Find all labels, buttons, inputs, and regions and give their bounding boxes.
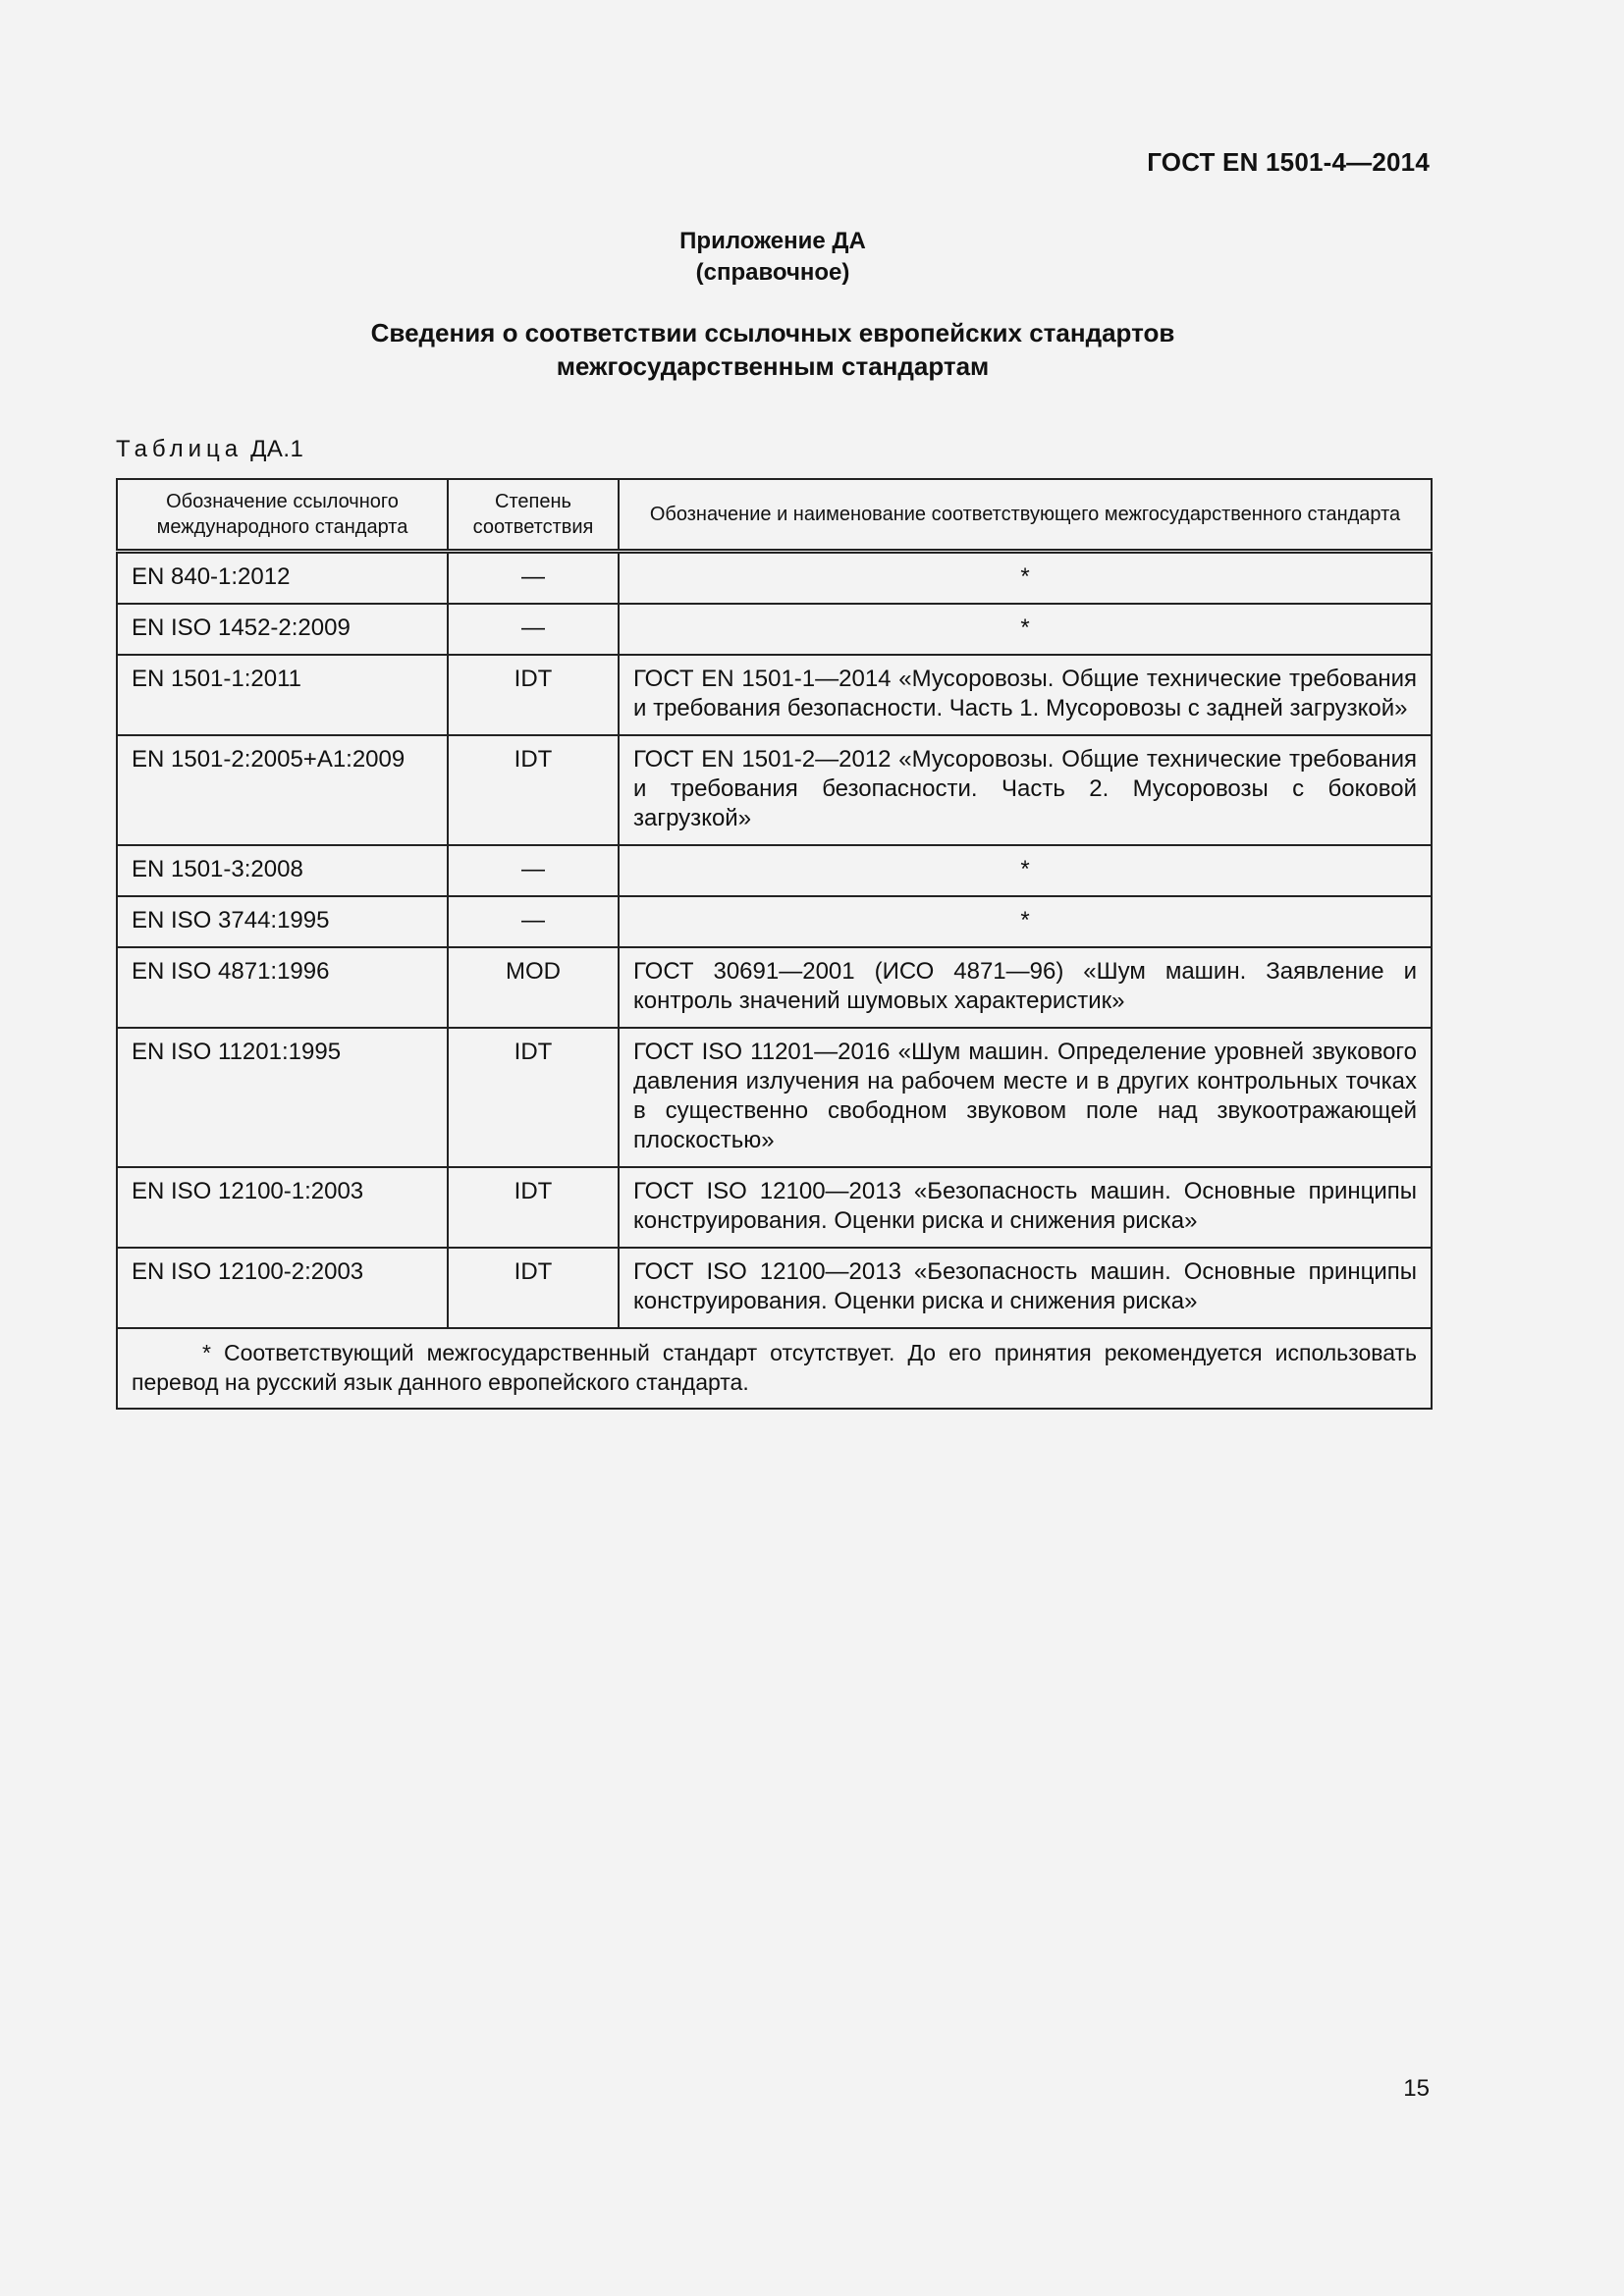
cell-grade: — <box>448 896 619 947</box>
section-title-line-2: межгосударственным стандартам <box>556 351 990 381</box>
cell-reference: EN ISO 12100-2:2003 <box>117 1248 448 1328</box>
table-row <box>117 1248 1432 1328</box>
page-number: 15 <box>1403 2075 1430 2102</box>
document-code: ГОСТ EN 1501-4—2014 <box>1147 147 1430 177</box>
cell-reference: EN 840-1:2012 <box>117 552 448 605</box>
cell-reference: EN ISO 4871:1996 <box>117 947 448 1028</box>
header-correspondence-degree: Степень соответствия <box>448 479 619 552</box>
cell-grade: — <box>448 552 619 605</box>
table-row <box>117 947 1432 1028</box>
cell-description: ГОСТ ISO 12100—2013 «Безопасность машин. Основные принципы конструирования. Оценки риска и снижения риска» <box>619 1248 1432 1328</box>
table-caption-label: Таблица <box>116 436 244 462</box>
cell-grade: — <box>448 604 619 655</box>
cell-description: * <box>619 845 1432 896</box>
cell-grade: IDT <box>448 735 619 845</box>
cell-description: ГОСТ ISO 12100—2013 «Безопасность машин. Основные принципы конструирования. Оценки риска и снижения риска» <box>619 1167 1432 1248</box>
cell-grade: — <box>448 845 619 896</box>
cell-description: ГОСТ EN 1501-2—2012 «Мусоровозы. Общие технические требования и требования безопасности. Часть 2. Мусоровозы с боковой загрузкой» <box>619 735 1432 845</box>
cell-description: ГОСТ ISO 11201—2016 «Шум машин. Определение уровней звукового давления излучения на рабочем месте и в других контрольных точках в существенно свободном звуковом поле над звукоотражающей плоскостью» <box>619 1028 1432 1167</box>
table-row <box>117 604 1432 655</box>
cell-reference: EN 1501-3:2008 <box>117 845 448 896</box>
cell-reference: EN ISO 11201:1995 <box>117 1028 448 1167</box>
correspondence-table <box>116 478 1433 1410</box>
section-title <box>0 316 1545 383</box>
annex-heading <box>0 226 1545 289</box>
table-row <box>117 655 1432 735</box>
cell-description: * <box>619 604 1432 655</box>
cell-grade: IDT <box>448 1028 619 1167</box>
cell-reference: EN ISO 1452-2:2009 <box>117 604 448 655</box>
table-row <box>117 1167 1432 1248</box>
cell-grade: IDT <box>448 1167 619 1248</box>
table-footnote-row <box>117 1328 1432 1409</box>
cell-grade: IDT <box>448 1248 619 1328</box>
cell-reference: EN ISO 3744:1995 <box>117 896 448 947</box>
cell-grade: MOD <box>448 947 619 1028</box>
table-caption <box>116 436 303 463</box>
table-row <box>117 845 1432 896</box>
annex-subtitle: (справочное) <box>695 259 850 286</box>
table-row <box>117 552 1432 605</box>
table-row <box>117 896 1432 947</box>
cell-description: ГОСТ 30691—2001 (ИСО 4871—96) «Шум машин. Заявление и контроль значений шумовых характеристик» <box>619 947 1432 1028</box>
cell-reference: EN 1501-2:2005+A1:2009 <box>117 735 448 845</box>
table-footnote: * Соответствующий межгосударственный стандарт отсутствует. До его принятия рекомендуется использовать перевод на русский язык данного европейского стандарта. <box>117 1328 1432 1409</box>
header-reference-standard: Обозначение ссылочного международного стандарта <box>117 479 448 552</box>
annex-title: Приложение ДА <box>679 228 866 254</box>
header-interstate-standard: Обозначение и наименование соответствующего межгосударственного стандарта <box>619 479 1432 552</box>
cell-reference: EN 1501-1:2011 <box>117 655 448 735</box>
section-title-line-1: Сведения о соответствии ссылочных европейских стандартов <box>370 318 1175 347</box>
table-header-row <box>117 479 1432 552</box>
table-caption-number: ДА.1 <box>250 436 304 462</box>
cell-grade: IDT <box>448 655 619 735</box>
cell-reference: EN ISO 12100-1:2003 <box>117 1167 448 1248</box>
table-row <box>117 1028 1432 1167</box>
cell-description: ГОСТ EN 1501-1—2014 «Мусоровозы. Общие технические требования и требования безопасности. Часть 1. Мусоровозы с задней загрузкой» <box>619 655 1432 735</box>
cell-description: * <box>619 552 1432 605</box>
cell-description: * <box>619 896 1432 947</box>
table-row <box>117 735 1432 845</box>
